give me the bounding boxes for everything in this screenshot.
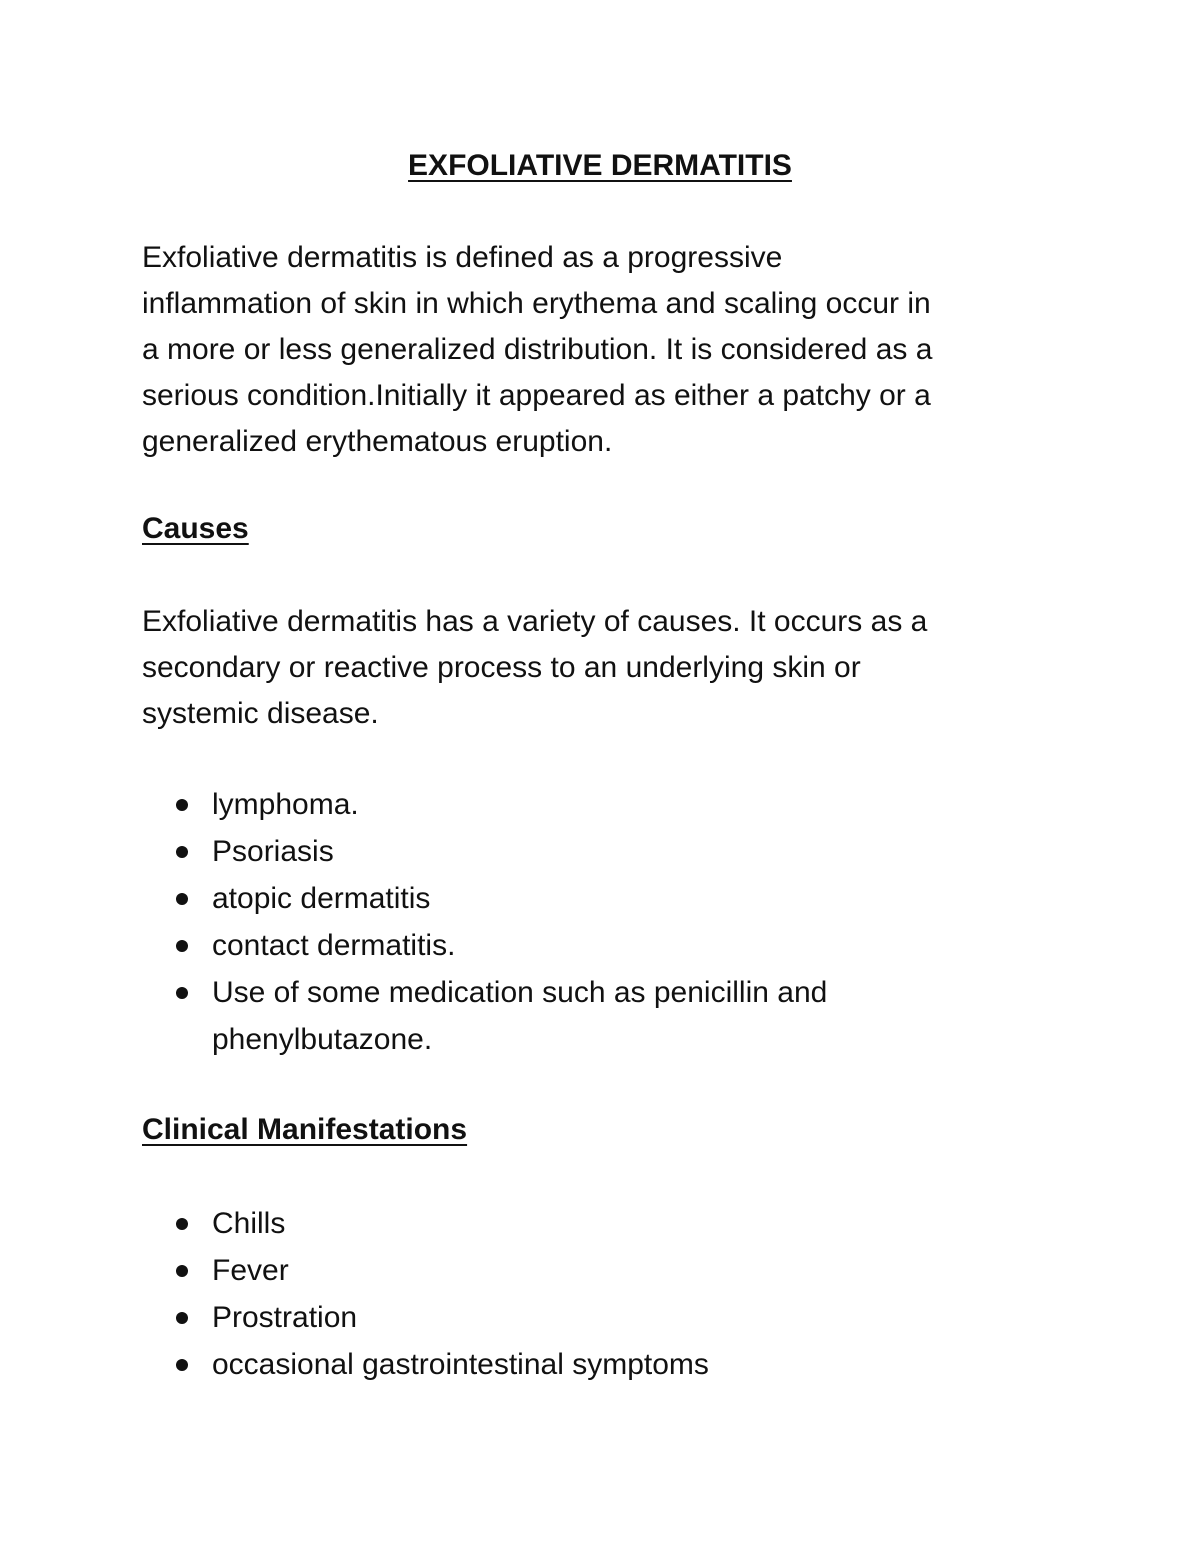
list-item [142,969,1082,1063]
list-item [142,781,1082,828]
intro-paragraph [142,235,1062,465]
list-item-text: occasional gastrointestinal symptoms [212,1348,709,1381]
causes-line: systemic disease. [142,697,379,730]
bullet-icon [176,987,188,999]
causes-heading: Causes [142,512,249,545]
title-text: EXFOLIATIVE DERMATITIS [408,149,792,182]
intro-line: serious condition.Initially it appeared as either a patchy or a [142,379,931,412]
intro-line: a more or less generalized distribution. It is considered as a [142,333,933,366]
causes-line: Exfoliative dermatitis has a variety of causes. It occurs as a [142,605,928,638]
intro-line: inflammation of skin in which erythema and scaling occur in [142,287,931,320]
clinical-heading: Clinical Manifestations [142,1113,468,1146]
list-item [142,1341,1082,1388]
bullet-icon [176,1312,188,1324]
causes-paragraph [142,599,1062,737]
list-item [142,922,1082,969]
list-item [142,1247,1082,1294]
bullet-icon [176,940,188,952]
bullet-icon [176,846,188,858]
list-item-text: Use of some medication such as penicillin and [212,976,828,1009]
list-item [142,828,1082,875]
list-item-text: phenylbutazone. [212,1023,433,1056]
bullet-icon [176,1218,188,1230]
list-item-text: Prostration [212,1301,358,1334]
list-item [142,875,1082,922]
causes-list [142,781,1082,1063]
bullet-icon [176,1359,188,1371]
list-item-text: contact dermatitis. [212,929,456,962]
intro-line: Exfoliative dermatitis is defined as a progressive [142,241,783,274]
list-item-text: Fever [212,1254,289,1287]
bullet-icon [176,1265,188,1277]
document-title [0,144,1200,188]
bullet-icon [176,799,188,811]
intro-line: generalized erythematous eruption. [142,425,613,458]
list-item-text: Psoriasis [212,835,334,868]
list-item-text: atopic dermatitis [212,882,431,915]
clinical-list [142,1200,1082,1388]
list-item-text: Chills [212,1207,286,1240]
bullet-icon [176,893,188,905]
list-item [142,1294,1082,1341]
list-item-text: lymphoma. [212,788,359,821]
causes-line: secondary or reactive process to an underlying skin or [142,651,861,684]
list-item [142,1200,1082,1247]
